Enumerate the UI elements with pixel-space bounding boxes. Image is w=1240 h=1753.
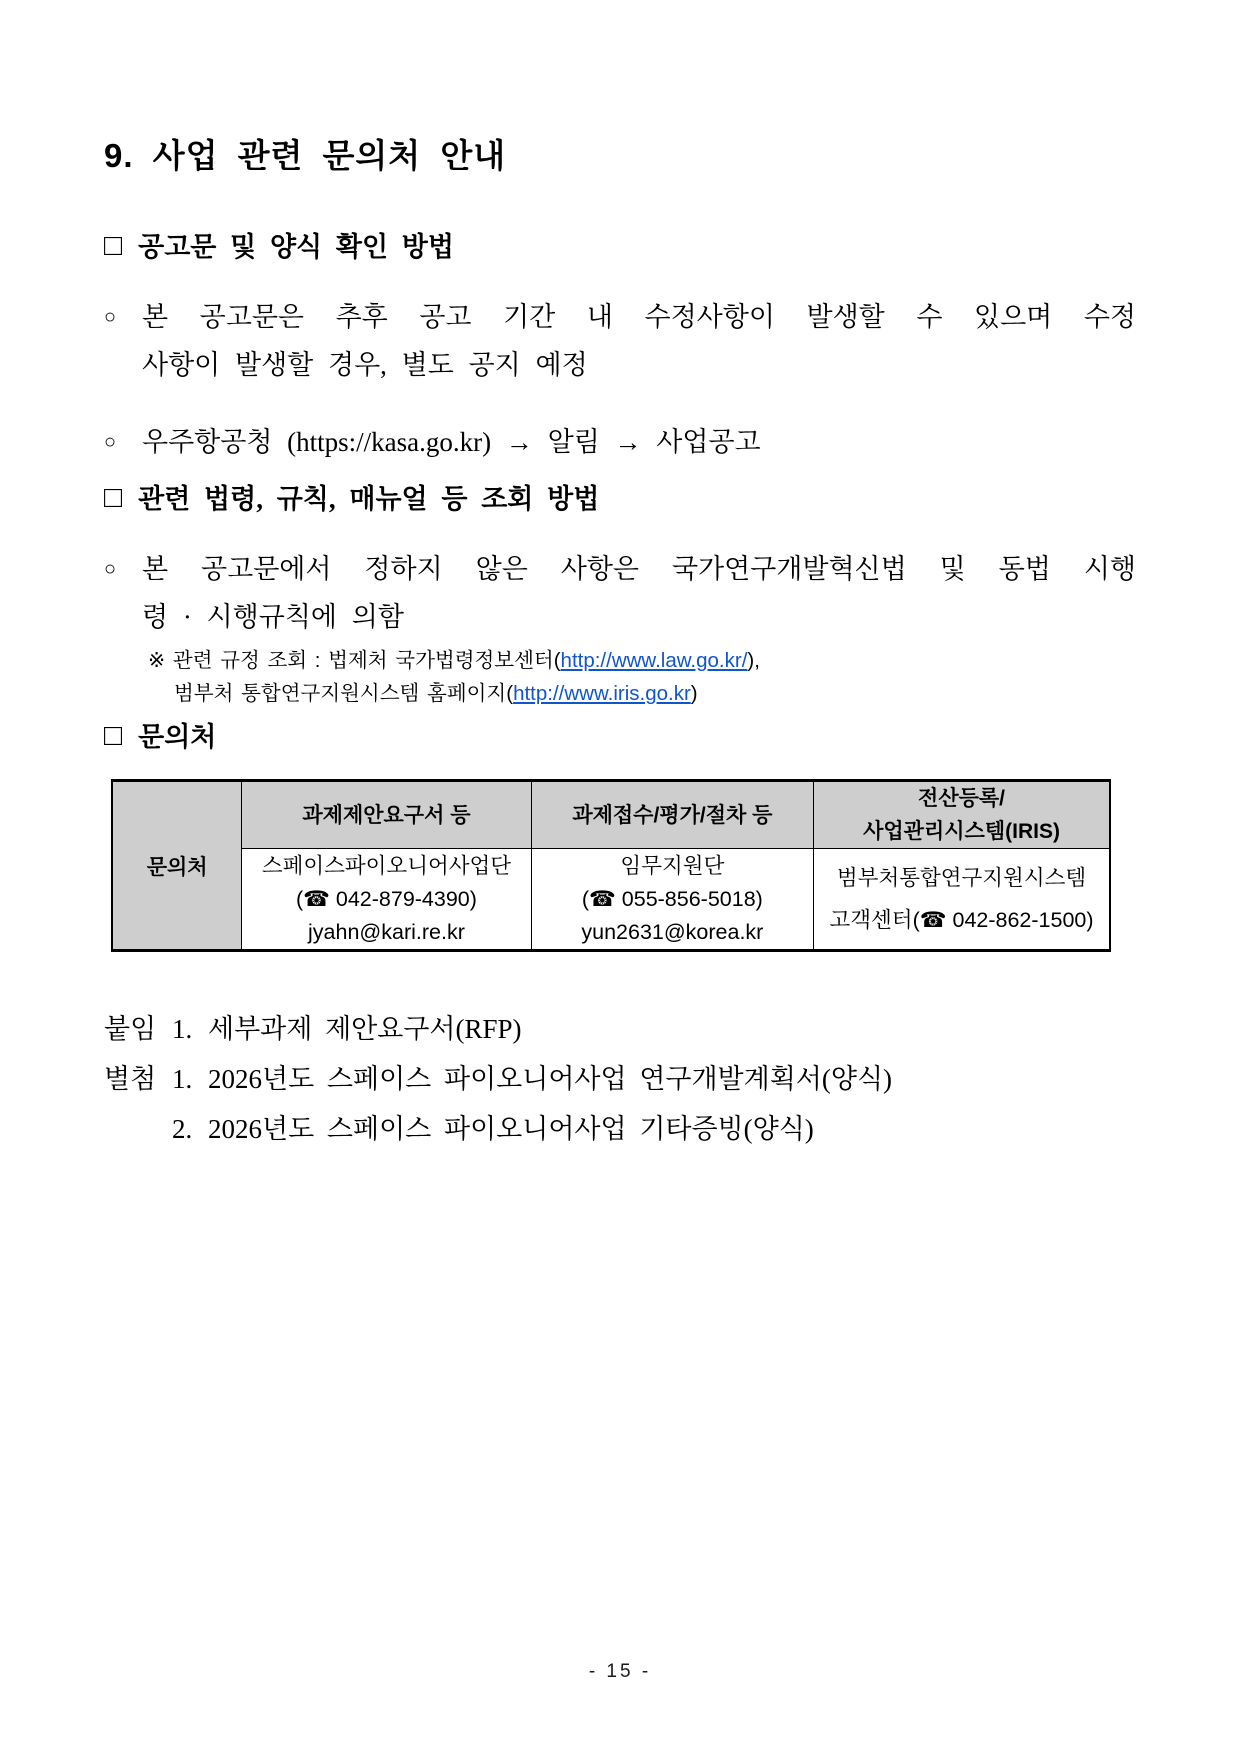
section-heading-contacts [104,720,1136,754]
square-bullet-icon: □ [104,719,123,753]
attachment-row-evidence-form [104,1112,1136,1146]
contact-cell-space-pioneer [242,849,531,951]
bullet-item-innovation-act [104,545,1136,641]
section-heading-announcement-check [104,230,1136,264]
contact-org: 스페이스파이오니어사업단 [261,853,512,878]
circle-bullet-icon: ○ [104,306,117,329]
attachment-number: 1. [172,1014,193,1045]
contact-cell-iris-helpdesk [814,849,1110,951]
bullet-text [142,545,1136,641]
contact-phone: 고객센터(☎ 042-862-1500) [829,908,1094,933]
table-body-row [112,849,1110,951]
attachment-row-plan-form [104,1062,1136,1096]
attachment-title: 세부과제 제안요구서(RFP) [208,1014,522,1045]
bullet-line: 령 · 시행규칙에 의함 [142,602,404,633]
contact-email: yun2631@korea.kr [581,919,764,944]
note-line-law-center [148,644,1136,677]
note-text: 관련 규정 조회 : 법제처 국가법령정보센터( [172,649,561,673]
bullet-line: 사항이 발생할 경우, 별도 공지 예정 [142,350,588,381]
square-bullet-icon: □ [104,229,123,263]
note-text-tail: ), [747,649,760,673]
bullet-line: 본 공고문은 추후 공고 기간 내 수정사항이 발생할 수 있으며 수정 [142,302,1136,333]
attachment-label: 별첨 [104,1064,157,1095]
note-marker-icon: ※ [148,649,166,673]
table-header-row [112,781,1110,849]
bullet-item-revision-notice [104,293,1136,389]
contact-org: 범부처통합연구지원시스템 [836,866,1087,891]
bullet-line: 본 공고문에서 정하지 않은 사항은 국가연구개발혁신법 및 동법 시행 [142,554,1136,585]
note-line-iris-homepage [148,677,1136,710]
attachment-title: 2026년도 스페이스 파이오니어사업 기타증빙(양식) [208,1114,814,1145]
section-heading-text: 관련 법령, 규칙, 매뉴얼 등 조회 방법 [138,484,600,515]
contact-table [111,779,1111,952]
square-bullet-icon: □ [104,481,123,515]
attachment-row-rfp [104,1012,1136,1046]
note-text-tail: ) [690,682,698,706]
circle-bullet-icon: ○ [104,558,117,581]
page-number: - 15 - [588,1661,652,1682]
table-header-iris [814,781,1110,849]
bullet-item-kasa-site [104,418,1136,466]
contact-org: 임무지원단 [620,853,725,878]
attachment-number: 1. [172,1064,193,1095]
bullet-text [142,293,1136,389]
table-row-label: 문의처 [112,781,242,951]
section-heading-text: 공고문 및 양식 확인 방법 [138,232,454,263]
attachment-label: 붙임 [104,1014,157,1045]
iris-homepage-link[interactable]: http://www.iris.go.kr [513,682,691,706]
contact-email: jyahn@kari.re.kr [308,919,465,944]
note-text: 범부처 통합연구지원시스템 홈페이지( [174,682,514,706]
circle-bullet-icon: ○ [104,431,117,454]
attachment-title: 2026년도 스페이스 파이오니어사업 연구개발계획서(양식) [208,1064,893,1095]
law-center-link[interactable]: http://www.law.go.kr/ [560,649,748,673]
attachment-label [104,1112,172,1146]
attachments-list [104,1012,1136,1146]
contact-cell-mission-support [531,849,813,951]
reference-note [148,644,1136,710]
bullet-line: 우주항공청 (https://kasa.go.kr) → 알림 → 사업공고 [142,427,761,458]
bullet-text [142,418,1136,466]
section-heading-related-laws [104,482,1136,516]
table-header-line: 전산등록/ [918,787,1006,811]
contact-phone: (☎ 042-879-4390) [295,886,477,911]
table-header-line: 사업관리시스템(IRIS) [863,820,1060,844]
section-heading-text: 문의처 [138,722,217,753]
page-title: 9. 사업 관련 문의처 안내 [104,137,507,174]
table-header-rfp: 과제제안요구서 등 [242,781,531,849]
attachment-number: 2. [172,1114,193,1145]
table-header-submission: 과제접수/평가/절차 등 [531,781,813,849]
contact-phone: (☎ 055-856-5018) [581,886,763,911]
